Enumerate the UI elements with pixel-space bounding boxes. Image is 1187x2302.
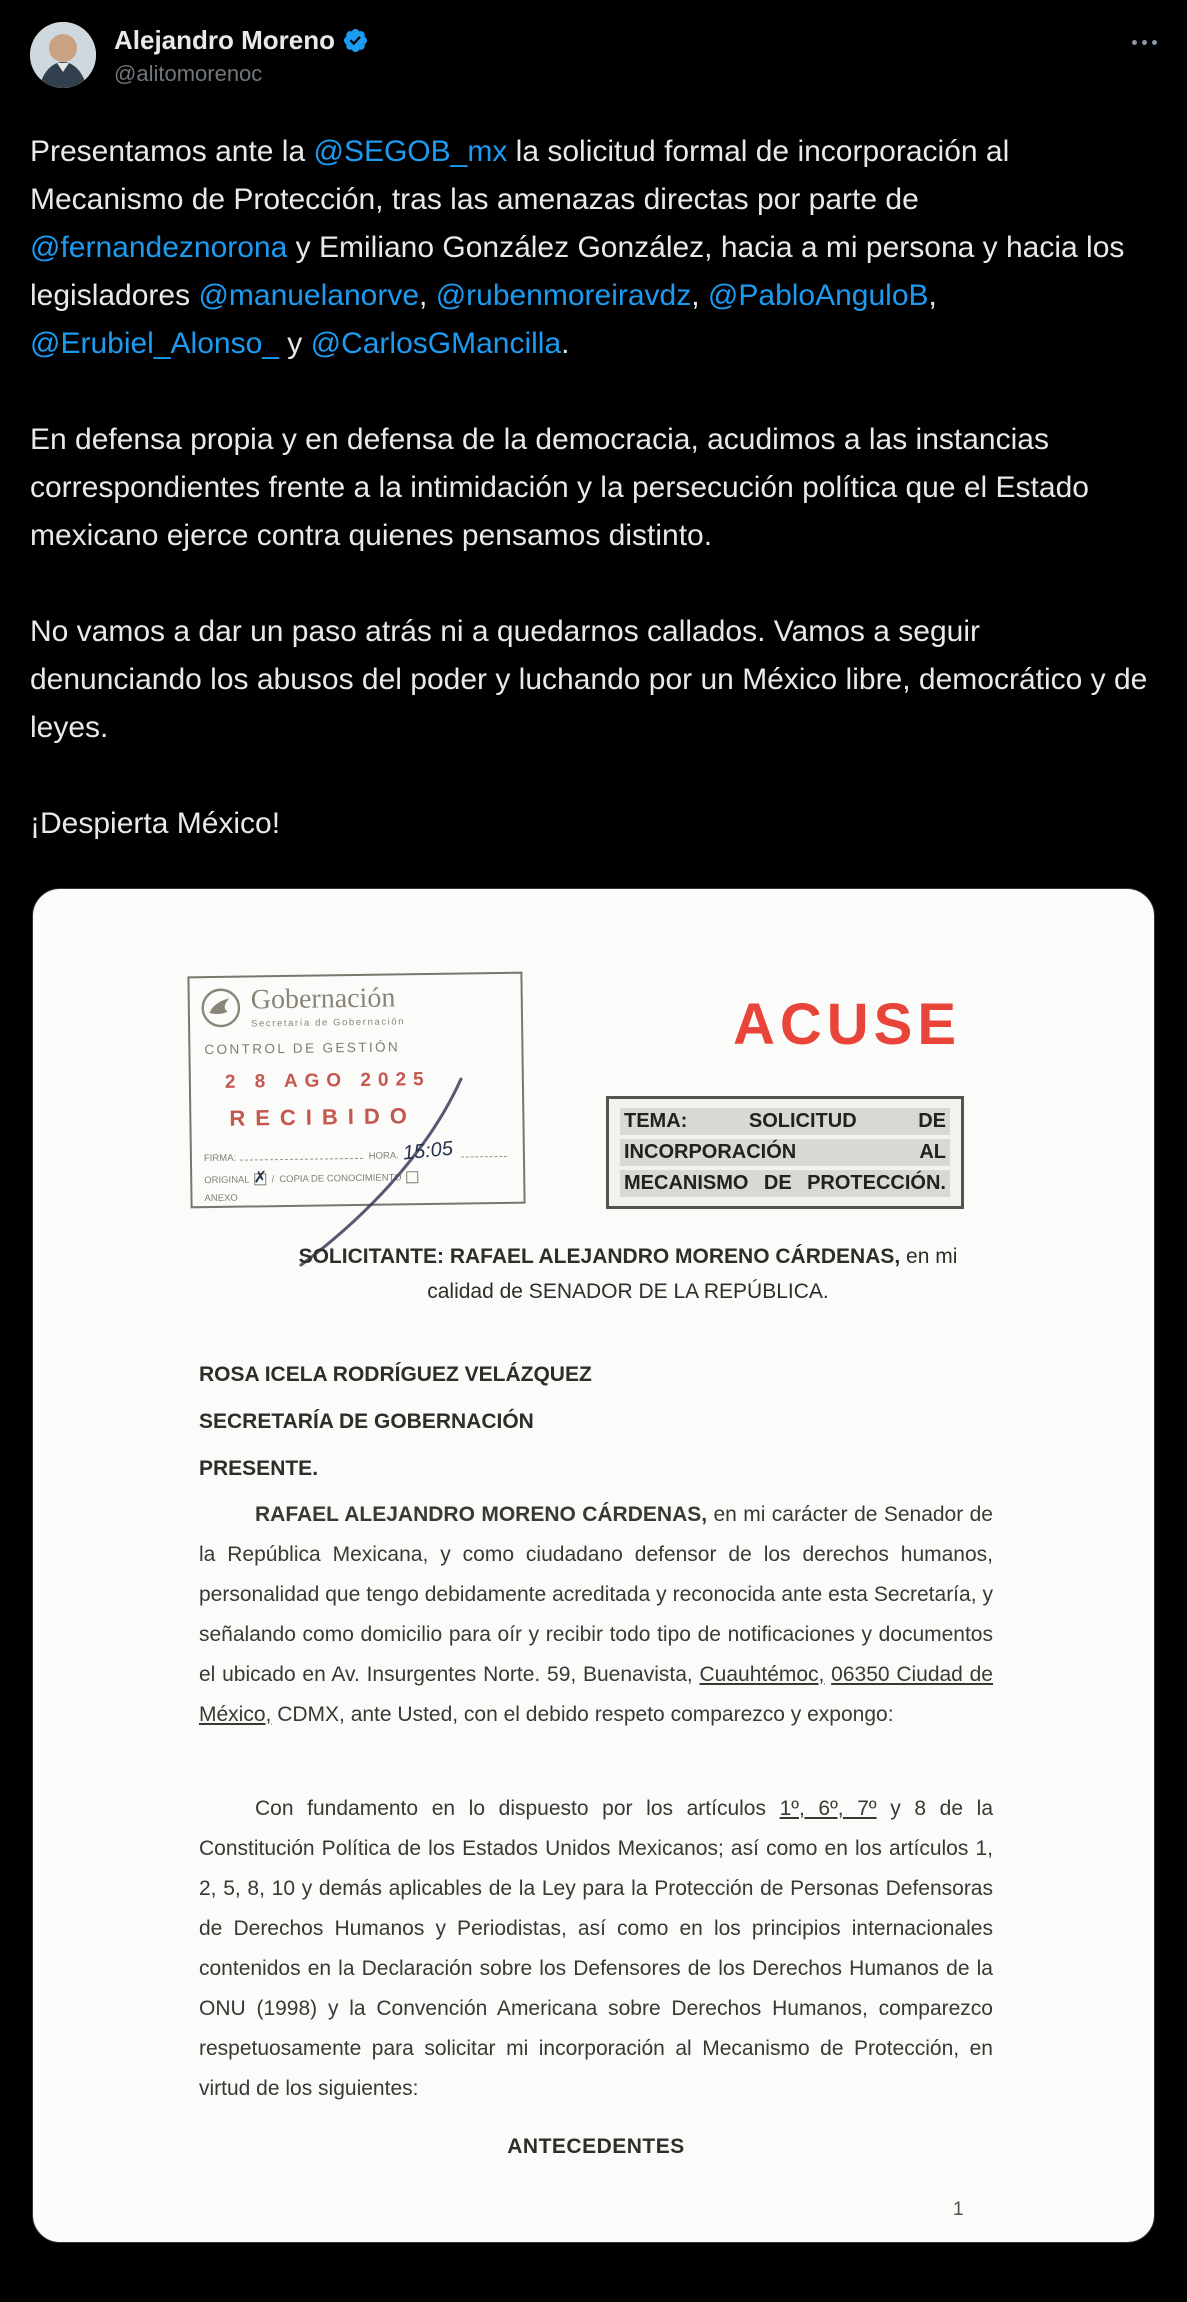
text-segment: Cuauhtémoc,	[699, 1663, 825, 1686]
gobernacion-subtitle: Secretaría de Gobernación	[250, 1016, 406, 1030]
document-paragraph	[199, 1789, 993, 2109]
tema-box	[606, 1096, 964, 1209]
word: DE	[918, 1110, 946, 1132]
more-button[interactable]	[1132, 22, 1157, 45]
addressee-line: SECRETARÍA DE GOBERNACIÓN	[199, 1410, 534, 1433]
attached-document-image[interactable]	[32, 888, 1155, 2243]
control-de-gestion-label: CONTROL DE GESTIÓN	[204, 1039, 401, 1058]
time-line	[461, 1149, 507, 1158]
word: INCORPORACIÓN	[624, 1141, 797, 1163]
anexo-label: ANEXO	[204, 1192, 238, 1205]
copia-checkbox	[406, 1171, 418, 1183]
recibido-stamp: RECIBIDO	[229, 1103, 418, 1131]
user-identity	[114, 22, 369, 87]
handwritten-time: 15:05	[401, 1137, 454, 1165]
control-gestion-stamp	[187, 972, 525, 1209]
text-segment: ,	[419, 279, 436, 312]
handwritten-check: ✗	[253, 1169, 268, 1187]
antecedentes-heading: ANTECEDENTES	[507, 2135, 685, 2158]
eagle-emblem-icon	[200, 986, 243, 1029]
mention-link[interactable]: @manuelanorve	[198, 279, 420, 312]
word: TEMA:	[624, 1110, 688, 1132]
avatar-image	[30, 22, 96, 88]
text-segment: ,	[691, 279, 708, 312]
verified-badge-icon	[342, 27, 369, 54]
avatar[interactable]	[30, 22, 96, 88]
received-date-stamp: 2 8 AGO 2025	[224, 1068, 431, 1093]
document-paragraph	[199, 1495, 993, 1735]
addressee-block	[199, 1351, 592, 1492]
tweet-paragraph	[30, 128, 1157, 368]
word: MECANISMO	[624, 1172, 749, 1194]
text-segment: SOLICITANTE: RAFAEL ALEJANDRO MORENO CÁRDENAS,	[298, 1245, 901, 1268]
original-copia-row	[204, 1170, 515, 1186]
tweet-text	[0, 128, 1187, 848]
tweet-paragraph	[30, 608, 1157, 752]
firma-hora-row	[203, 1137, 513, 1165]
mention-link[interactable]: @CarlosGMancilla	[310, 327, 562, 360]
text-segment: ¡Despierta México!	[30, 807, 281, 840]
solicitante-line	[263, 1239, 993, 1274]
word: DE	[763, 1172, 792, 1194]
page-number: 1	[953, 2199, 964, 2220]
display-name[interactable]: Alejandro Moreno	[114, 25, 336, 55]
word: AL	[919, 1141, 946, 1163]
more-dot	[1142, 40, 1147, 45]
text-segment: y Emiliano González González, hacia a mi persona y hacia los legisladores	[30, 231, 1125, 312]
text-segment: 06350 Ciudad de México,	[199, 1663, 993, 1726]
mention-link[interactable]: @Erubiel_Alonso_	[30, 327, 279, 360]
tweet-header	[0, 0, 1187, 88]
text-segment: y 8 de la Constitución Política de los Estados Unidos Mexicanos; así como en los artículos 1, 2, 5, 8, 10 y demás aplicables de la Ley para la Protección de Personas Defensoras de Derechos Humanos y Periodistas, así como en los principios internacionales contenidos en la Declaración sobre los Defensores de los Derechos Humanos de la ONU (1998) y la Convención Americana sobre Derechos Humanos, comparezco respetuosamente para solicitar mi incorporación al Mecanismo de Protección, en virtud de los siguientes:	[199, 1797, 993, 2100]
hora-label: HORA.	[368, 1150, 399, 1162]
solicitante-block	[263, 1239, 993, 1309]
addressee-line: ROSA ICELA RODRÍGUEZ VELÁZQUEZ	[199, 1363, 592, 1386]
addressee-line: PRESENTE.	[199, 1457, 319, 1480]
mention-link[interactable]: @rubenmoreiravdz	[435, 279, 692, 312]
more-dot	[1132, 40, 1137, 45]
text-segment: En defensa propia y en defensa de la democracia, acudimos a las instancias correspondientes frente a la intimidación y la persecución política que el Estado mexicano ejerce contra quienes pensamos distinto.	[30, 423, 1089, 552]
text-segment: y	[278, 327, 311, 360]
mention-link[interactable]: @fernandeznorona	[30, 231, 288, 264]
text-segment: No vamos a dar un paso atrás ni a quedarnos callados. Vamos a seguir denunciando los abusos del poder y luchando por un México libre, democrático y de leyes.	[30, 615, 1148, 744]
word: SOLICITUD	[748, 1110, 857, 1132]
text-segment: en mi carácter de Senador de la República Mexicana, y como ciudadano defensor de los derechos humanos, personalidad que tengo debidamente acreditada y reconocida ante esta Secretaría, y señalando como domicilio para oír y recibir todo tipo de notificaciones y documentos el ubicado en Av. Insurgentes Norte. 59, Buenavista,	[199, 1503, 993, 1686]
original-checkbox	[253, 1169, 268, 1187]
text-segment: Con fundamento en lo dispuesto por los artículos	[255, 1797, 780, 1820]
name-row	[114, 25, 369, 56]
slash-separator: /	[271, 1173, 275, 1185]
text-segment: Presentamos ante la	[30, 135, 314, 168]
text-segment: CDMX, ante Usted, con el debido respeto comparezco y expongo:	[271, 1703, 894, 1726]
copia-label: COPIA DE CONOCIMIENTO	[279, 1171, 402, 1185]
text-segment: 1º, 6º, 7º	[779, 1797, 877, 1820]
text-segment: la solicitud formal de incorporación al Mecanismo de Protección, tras las amenazas directas por parte de	[30, 135, 1010, 216]
firma-label: FIRMA:	[203, 1152, 237, 1165]
solicitante-line	[263, 1274, 993, 1309]
original-label: ORIGINAL	[204, 1174, 250, 1186]
text-segment: calidad de SENADOR DE LA REPÚBLICA.	[427, 1280, 829, 1303]
gobernacion-wordmark: Gobernación	[250, 982, 396, 1016]
word: PROTECCIÓN.	[807, 1172, 946, 1194]
tema-line	[620, 1139, 950, 1166]
signature-line	[240, 1151, 363, 1161]
mention-link[interactable]: @PabloAnguloB	[707, 279, 929, 312]
text-segment: ,	[928, 279, 937, 312]
mention-link[interactable]: @SEGOB_mx	[313, 135, 508, 168]
more-dot	[1152, 40, 1157, 45]
tema-line	[620, 1170, 950, 1197]
text-segment: .	[561, 327, 570, 360]
acuse-title: ACUSE	[733, 992, 962, 1057]
user-handle[interactable]: @alitomorenoc	[114, 61, 263, 86]
text-segment: en mi	[900, 1245, 958, 1268]
text-segment: RAFAEL ALEJANDRO MORENO CÁRDENAS,	[255, 1503, 708, 1526]
gobernacion-logo	[200, 982, 406, 1030]
tema-line	[620, 1108, 950, 1135]
tweet-paragraph	[30, 800, 1157, 848]
tweet-paragraph	[30, 416, 1157, 560]
